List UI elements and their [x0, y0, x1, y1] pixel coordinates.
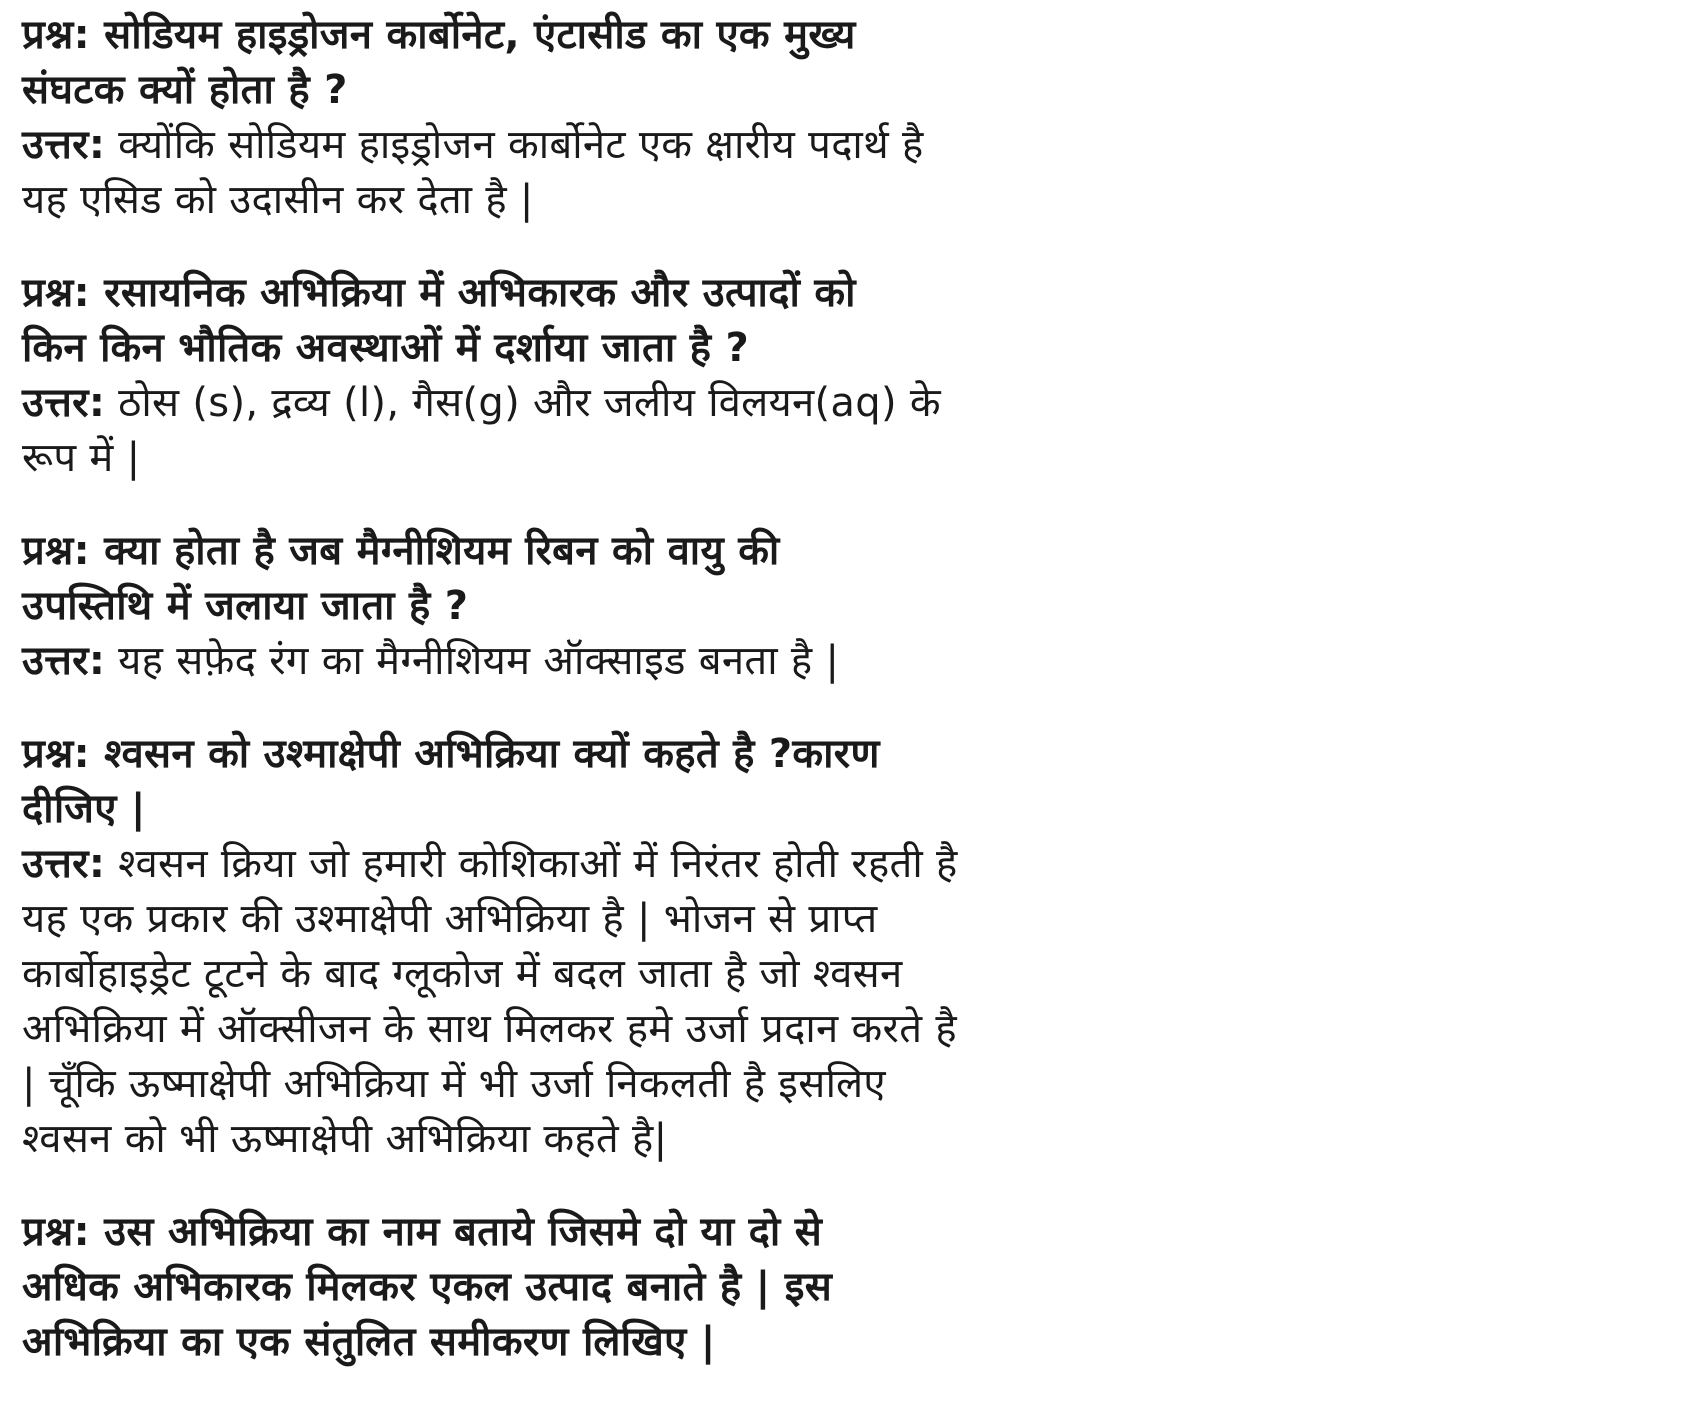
answer-1 — [22, 118, 1172, 228]
answer-text: क्योंकि सोडियम हाइड्रोजन कार्बोनेट एक क्षारीय पदार्थ है — [118, 122, 924, 168]
question-label: प्रश्न: — [22, 731, 90, 777]
question-line: अधिक अभिकारक मिलकर एकल उत्पाद बनाते है | इस — [22, 1264, 833, 1310]
answer-label: उत्तर: — [22, 122, 106, 168]
question-1 — [22, 8, 1172, 118]
answer-4 — [22, 837, 1172, 1167]
answer-line — [22, 376, 1172, 431]
question-line — [22, 8, 1172, 63]
qa-item-3 — [22, 524, 1172, 689]
question-label: प्रश्न: — [22, 12, 90, 58]
answer-line: रूप में | — [22, 435, 141, 481]
answer-line: कार्बोहाइड्रेट टूटने के बाद ग्लूकोज में बदल जाता है जो श्वसन — [22, 951, 903, 997]
answer-line: यह एसिड को उदासीन कर देता है | — [22, 177, 534, 223]
answer-line — [22, 118, 1172, 173]
qa-item-1 — [22, 8, 1172, 228]
question-line — [22, 524, 1172, 579]
answer-text: ठोस (s), द्रव्य (l), गैस(g) और जलीय विलयन(aq) के — [118, 380, 941, 426]
answer-2 — [22, 376, 1172, 486]
qa-item-2 — [22, 266, 1172, 486]
answer-line — [22, 837, 1172, 892]
question-line: अभिक्रिया का एक संतुलित समीकरण लिखिए | — [22, 1319, 716, 1365]
question-text: सोडियम हाइड्रोजन कार्बोनेट, एंटासीड का एक मुख्य — [104, 12, 856, 58]
question-text: उस अभिक्रिया का नाम बताये जिसमे दो या दो से — [104, 1209, 823, 1255]
question-line: उपस्तिथि में जलाया जाता है ? — [22, 583, 469, 629]
answer-3 — [22, 634, 1172, 689]
question-label: प्रश्न: — [22, 1209, 90, 1255]
answer-line: श्वसन को भी ऊष्माक्षेपी अभिक्रिया कहते है| — [22, 1116, 668, 1162]
answer-line: यह एक प्रकार की उश्माक्षेपी अभिक्रिया है | भोजन से प्राप्त — [22, 896, 878, 942]
qa-item-5 — [22, 1205, 1172, 1370]
question-line — [22, 266, 1172, 321]
question-4 — [22, 727, 1172, 837]
question-text: श्वसन को उश्माक्षेपी अभिक्रिया क्यों कहते है ?कारण — [104, 731, 880, 777]
qa-item-4 — [22, 727, 1172, 1167]
question-line — [22, 727, 1172, 782]
question-line: किन किन भौतिक अवस्थाओं में दर्शाया जाता है ? — [22, 325, 750, 371]
answer-line: | चूँकि ऊष्माक्षेपी अभिक्रिया में भी उर्जा निकलती है इसलिए — [22, 1061, 886, 1107]
answer-label: उत्तर: — [22, 380, 106, 426]
question-line — [22, 1205, 1172, 1260]
question-text: क्या होता है जब मैग्नीशियम रिबन को वायु की — [104, 528, 780, 574]
answer-text: श्वसन क्रिया जो हमारी कोशिकाओं में निरंतर होती रहती है — [118, 841, 958, 887]
question-line: संघटक क्यों होता है ? — [22, 67, 348, 113]
answer-text: यह सफ़ेद रंग का मैग्नीशियम ऑक्साइड बनता है | — [118, 638, 840, 684]
question-label: प्रश्न: — [22, 270, 90, 316]
answer-label: उत्तर: — [22, 638, 106, 684]
question-2 — [22, 266, 1172, 376]
question-5 — [22, 1205, 1172, 1370]
question-3 — [22, 524, 1172, 634]
question-text: रसायनिक अभिक्रिया में अभिकारक और उत्पादों को — [104, 270, 856, 316]
answer-line: अभिक्रिया में ऑक्सीजन के साथ मिलकर हमे उर्जा प्रदान करते है — [22, 1006, 957, 1052]
qa-document — [22, 8, 1172, 1370]
answer-line — [22, 634, 1172, 689]
answer-label: उत्तर: — [22, 841, 106, 887]
question-label: प्रश्न: — [22, 528, 90, 574]
question-line: दीजिए | — [22, 786, 146, 832]
